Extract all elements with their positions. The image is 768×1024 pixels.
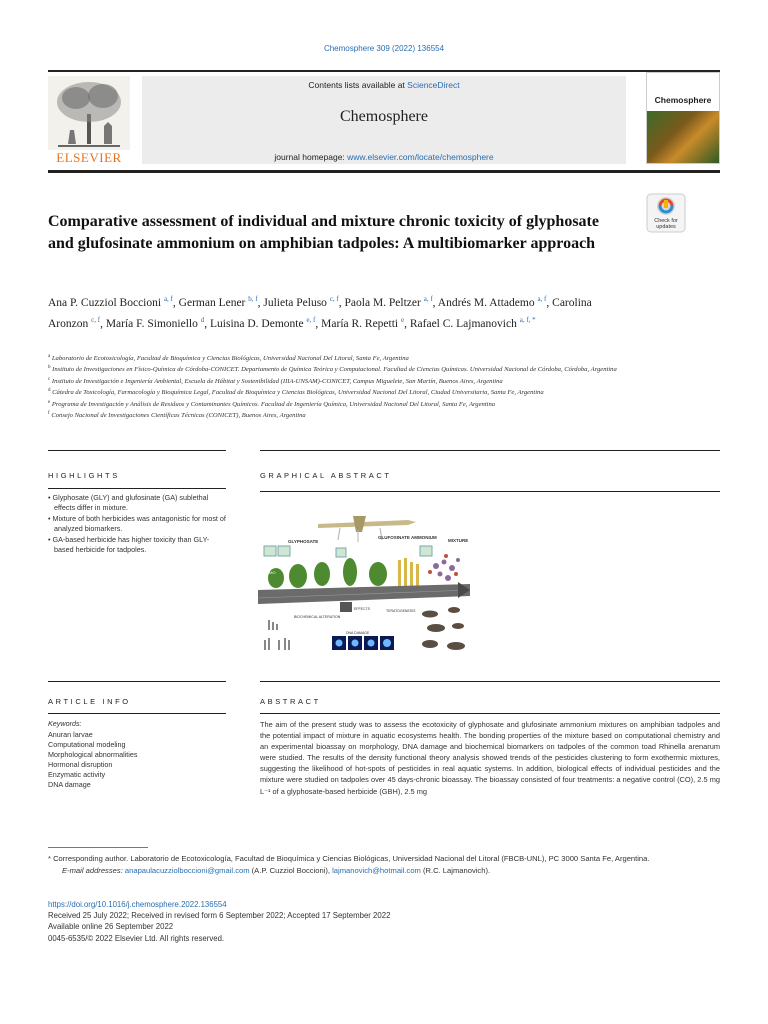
keyword-item: Computational modeling xyxy=(48,740,126,749)
highlight-text: GA-based herbicide has higher toxicity than GLY-based herbicide for tadpoles. xyxy=(52,535,210,554)
article-metadata xyxy=(48,899,720,944)
homepage-line xyxy=(142,152,626,162)
email-label: E-mail addresses: xyxy=(62,865,123,875)
check-updates-icon xyxy=(646,193,686,233)
affiliation-text: Programa de Investigación y Análisis de Residuos y Contaminantes Químicos. Facultad de Ingeniería Química, Universidad Nacional Del Litoral, Santa Fe, Argentina xyxy=(51,400,496,408)
ga-label-biochemical: BIOCHEMICAL ALTERATION xyxy=(294,615,341,619)
keyword-item: Enzymatic activity xyxy=(48,770,106,779)
author-name[interactable]: Julieta Peluso xyxy=(263,296,327,309)
available-online: Available online 26 September 2022 xyxy=(48,922,174,932)
email-link-2[interactable]: lajmanovich@hotmail.com xyxy=(332,865,421,875)
elsevier-wordmark: ELSEVIER xyxy=(56,150,122,165)
affiliation-text: Instituto de Investigaciones en Físico-Química de Córdoba-CONICET. Departamento de Química Teórica y Computacional. Facultad de Ciencias Químicas. Universidad Nacional de Córdoba, Córdoba, Argentina xyxy=(52,366,617,374)
affiliation-marker: c xyxy=(48,376,51,382)
highlights-bottom-rule xyxy=(48,488,226,489)
cover-image xyxy=(647,111,719,163)
graphical-abstract-heading: GRAPHICAL ABSTRACT xyxy=(260,471,392,480)
author-affiliation-marker[interactable]: e, f xyxy=(306,315,316,324)
graphical-abstract-figure[interactable] xyxy=(258,510,470,660)
affiliation-text: Cátedra de Toxicología, Farmacología y Bioquímica Legal, Facultad de Bioquímica y Ciencias Biológicas, Universidad Nacional Del Litoral, Ciudad Universitaria, Santa Fe, Argentina xyxy=(52,389,544,397)
header-bottom-rule xyxy=(48,170,720,173)
homepage-link[interactable]: www.elsevier.com/locate/chemosphere xyxy=(347,152,494,162)
abstract-bottom-rule xyxy=(260,713,720,714)
highlight-text: Mixture of both herbicides was antagonistic for most of analyzed biomarkers. xyxy=(52,514,226,533)
author-name[interactable]: German Lener xyxy=(178,296,246,309)
highlights-top-rule xyxy=(48,450,226,451)
email-line xyxy=(48,865,720,877)
homepage-prefix: journal homepage: xyxy=(274,152,348,162)
author-list: Ana P. Cuzziol Boccioni $^{a, f}$, German Lener $^{b, f}$, Julieta Peluso $^{c, f}$, Paola M. Peltzer $^{a, f}$, Andrés M. Attademo $^{a, f}$, Carolina Aronzon $^{c, f}$, María F. Simoniello $^d$, Luisina D. Demonte $^{e, f}$, María R. Repetti $^e$, Rafael C. Lajmanovich $^{a, f, *}$ xyxy=(48,295,592,330)
ga-label-teratogenesis: TERATOGENESIS xyxy=(386,609,416,613)
keywords-list xyxy=(48,730,226,790)
affiliation-marker: f xyxy=(48,410,50,416)
article-title: Comparative assessment of individual and mixture chronic toxicity of glyphosate and glufosinate ammonium on amphibian tadpoles: A multibiomarker approach xyxy=(48,213,599,252)
affiliation-item xyxy=(48,409,628,420)
check-updates-line1: Check for xyxy=(654,218,678,224)
author-name[interactable]: Luisina D. Demonte xyxy=(210,317,304,330)
author-name[interactable]: Rafael C. Lajmanovich xyxy=(409,317,517,330)
corresponding-author-note: * Corresponding author. Laboratorio de Ecotoxicología, Facultad de Bioquímica y Ciencias Biológicas, Universidad Nacional del Litoral (FBCB-UNL), PC 3000 Santa Fe, Argentina. xyxy=(48,854,650,863)
affiliation-marker: a xyxy=(48,354,51,359)
affiliation-item xyxy=(48,386,628,397)
author-affiliation-marker[interactable]: a, f xyxy=(423,295,433,303)
footnote-rule xyxy=(48,847,148,848)
copyright-line: 0045-6535/© 2022 Elsevier Ltd. All rights reserved. xyxy=(48,933,225,943)
email-link-1[interactable]: anapaulacuzziolboccioni@gmail.com xyxy=(124,865,250,875)
article-info-heading: ARTICLE INFO xyxy=(48,697,131,706)
check-for-updates-badge[interactable] xyxy=(646,193,686,233)
ga-label-glufosinate: GLUFOSINATE AMMONIUM xyxy=(378,535,437,540)
keyword-item: Hormonal disruption xyxy=(48,760,113,769)
journal-name: Chemosphere xyxy=(340,108,428,125)
email-owner-2: (R.C. Lajmanovich). xyxy=(420,865,491,875)
author-affiliation-marker[interactable]: d xyxy=(200,315,205,324)
sciencedirect-link[interactable]: ScienceDirect xyxy=(407,80,460,90)
author-name[interactable]: María F. Simoniello xyxy=(105,317,198,330)
author-name[interactable]: Carolina Aronzon xyxy=(48,296,592,330)
affiliation-marker: e xyxy=(48,399,51,405)
cover-title: Chemosphere xyxy=(654,95,712,105)
affiliation-item xyxy=(48,375,628,386)
affiliation-text: Consejo Nacional de Investigaciones Científicas Técnicas (CONICET), Buenos Aires, Argentina xyxy=(51,412,306,420)
affiliation-marker: b xyxy=(48,365,51,371)
ga-label-mixture: MIXTURE xyxy=(448,538,469,543)
abstract-heading: ABSTRACT xyxy=(260,697,321,706)
author-affiliation-marker[interactable]: b, f xyxy=(248,295,258,303)
graphical-abstract-top-rule xyxy=(260,450,720,451)
highlight-item: • Mixture of both herbicides was antagonistic for most of analyzed biomarkers. xyxy=(48,514,226,533)
keyword-item: DNA damage xyxy=(48,780,91,789)
affiliation-item xyxy=(48,363,628,374)
abstract-text: The aim of the present study was to assess the ecotoxicity of glyphosate and glufosinate ammonium mixtures on amphibian tadpoles and the potential impact of mixture in aquatic ecosystems health. The bonding properties of the mixture based on computational chemistry and an experimental bioassay on morphology, DNA damage and biochemical biomarkers on tadpoles of the common toad Rhinella arenarum were studied. The results of the density functional theory analysis showed trends of the pesticides clustering to form exothermic mixtures, suggesting the likelihood of hot-spots of pesticides in real aquatic systems. In addition, biological effects of individual pesticides and the mixture were studied on tadpoles over 45 days-chronic bioassay. The bioassay consisted of four treatments: a negative control (CO), 2.5 mg L⁻¹ of a glyphosate-based herbicide (GBH), 2.5 mg xyxy=(260,720,720,796)
author-affiliation-marker[interactable]: c, f xyxy=(329,295,339,303)
contents-line xyxy=(142,80,626,90)
email-owner-1: (A.P. Cuzziol Boccioni), xyxy=(249,865,333,875)
author-name[interactable]: Ana P. Cuzziol Boccioni xyxy=(48,296,162,309)
author-affiliation-marker[interactable]: e xyxy=(401,315,405,324)
ga-label-glyphosate: GLYPHOSATE xyxy=(288,539,319,544)
received-dates: Received 25 July 2022; Received in revised form 6 September 2022; Accepted 17 September 2022 xyxy=(48,911,391,921)
affiliation-text: Instituto de Investigación e Ingeniería Ambiental, Escuela de Hábitat y Sostenibilidad (IIIA-UNSAM)-CONICET, Campus Miguelete, San Martín, Buenos Aires, Argentina xyxy=(51,377,503,385)
affiliation-item xyxy=(48,398,628,409)
author-name[interactable]: Paola M. Peltzer xyxy=(344,296,421,309)
author-affiliation-marker[interactable]: c, f xyxy=(91,315,101,324)
affiliation-item xyxy=(48,352,628,363)
abstract-top-rule xyxy=(260,681,720,682)
author-name[interactable]: María R. Repetti xyxy=(321,317,399,330)
highlight-item: • GA-based herbicide has higher toxicity than GLY-based herbicide for tadpoles. xyxy=(48,535,210,554)
author-affiliation-marker[interactable]: a, f, * xyxy=(519,315,536,324)
keywords-label: Keywords: xyxy=(48,719,82,728)
affiliation-marker: d xyxy=(48,388,51,394)
corresponding-footnote xyxy=(48,853,720,876)
graphical-abstract-bottom-rule xyxy=(260,491,720,492)
author-name[interactable]: Andrés M. Attademo xyxy=(437,296,535,309)
highlights-list xyxy=(48,493,226,556)
highlight-item: • Glyphosate (GLY) and glufosinate (GA) sublethal effects differ in mixture. xyxy=(48,493,209,512)
highlights-heading: HIGHLIGHTS xyxy=(48,471,120,480)
highlight-text: Glyphosate (GLY) and glufosinate (GA) sublethal effects differ in mixture. xyxy=(52,493,209,512)
affiliation-list xyxy=(48,352,628,420)
contents-prefix: Contents lists available at xyxy=(308,80,408,90)
ga-label-dna: DNA DAMAGE xyxy=(346,631,370,635)
keyword-item: Anuran larvae xyxy=(48,730,93,739)
doi-link[interactable]: https://doi.org/10.1016/j.chemosphere.2022.136554 xyxy=(48,900,227,909)
affiliation-text: Laboratorio de Ecotoxicología, Facultad de Bioquímica y Ciencias Biológicas, Universidad Nacional Del Litoral, Santa Fe, Argentina xyxy=(51,355,409,363)
header-top-rule xyxy=(48,70,720,72)
ga-label-effects: EFFECTS xyxy=(354,607,370,611)
journal-cover-thumbnail[interactable] xyxy=(646,72,720,164)
ga-label-gmo: GMO xyxy=(266,570,276,575)
journal-citation[interactable]: Chemosphere 309 (2022) 136554 xyxy=(323,44,445,53)
article-info-bottom-rule xyxy=(48,713,226,714)
keyword-item: Morphological abnormalities xyxy=(48,750,138,759)
author-affiliation-marker[interactable]: a, f xyxy=(537,295,547,303)
author-affiliation-marker[interactable]: a, f xyxy=(163,295,173,303)
check-updates-line2: updates xyxy=(656,224,676,230)
article-info-top-rule xyxy=(48,681,226,682)
